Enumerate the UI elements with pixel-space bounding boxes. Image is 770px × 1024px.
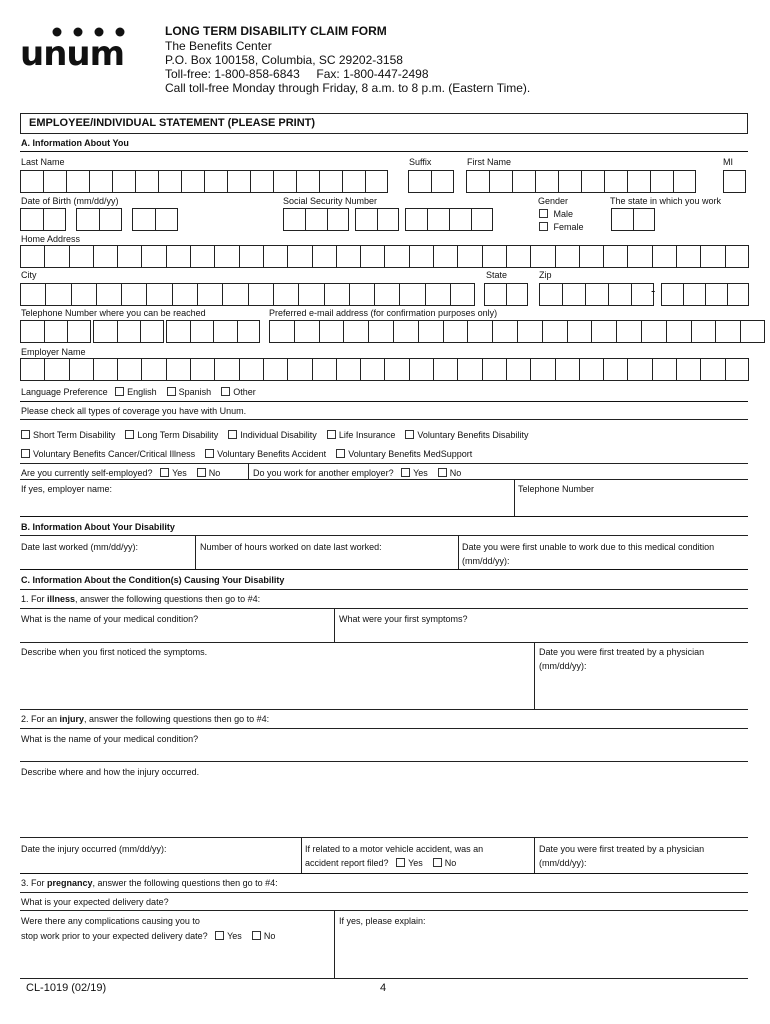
q2-prefix: 2. For an [21, 714, 60, 724]
gender-label: Gender [538, 196, 569, 206]
motor-vehicle-row [305, 858, 456, 869]
divider [20, 151, 748, 152]
dob-day-field[interactable] [76, 208, 122, 231]
divider [458, 535, 459, 569]
coverage-label: Voluntary Benefits Accident [217, 449, 327, 459]
another-employer-yes-checkbox[interactable] [401, 468, 410, 477]
state-label: State [486, 270, 508, 280]
language-label: Language Preference [21, 387, 108, 397]
q1-suffix: , answer the following questions then go to #4: [75, 594, 261, 604]
coverage-prompt: Please check all types of coverage you have with Unum. [21, 406, 247, 416]
q3-suffix: , answer the following questions then go to #4: [92, 878, 278, 888]
telephone-prefix-field[interactable] [93, 320, 164, 343]
ssn-label: Social Security Number [283, 196, 378, 206]
zip-extension-field[interactable] [661, 283, 749, 306]
dob-year-field[interactable] [132, 208, 178, 231]
employer-name-field[interactable] [20, 358, 749, 381]
treated-2-label-2: (mm/dd/yy): [539, 858, 587, 868]
header-line-4: Call toll-free Monday through Friday, 8 a.m. to 8 p.m. (Eastern Time). [165, 81, 531, 95]
first-name-field[interactable] [466, 170, 696, 193]
other-employer-name-input[interactable] [130, 482, 510, 512]
motor-vehicle-label-2: accident report filed? [305, 858, 389, 868]
employer-name-label: Employer Name [21, 347, 86, 357]
suffix-label: Suffix [409, 157, 432, 167]
header-line-2: P.O. Box 100158, Columbia, SC 29202-3158 [165, 53, 403, 67]
self-employed-yes-checkbox[interactable] [160, 468, 169, 477]
other-label: Other [233, 387, 256, 397]
first-unable-label-2: (mm/dd/yy): [462, 556, 510, 566]
state-work-label: The state in which you work [610, 196, 722, 206]
divider [20, 642, 748, 643]
spanish-checkbox[interactable] [167, 387, 176, 396]
delivery-date-label: What is your expected delivery date? [21, 897, 169, 907]
divider [20, 419, 748, 420]
coverage-row-1 [21, 430, 528, 441]
divider [20, 463, 748, 464]
hours-worked-label: Number of hours worked on date last worked: [200, 542, 382, 552]
first-unable-label-1: Date you were first unable to work due to this medical condition [462, 542, 715, 552]
divider [20, 910, 748, 911]
q1-keyword: illness [47, 594, 76, 604]
voluntary-medsupport-checkbox[interactable] [336, 449, 345, 458]
dob-month-field[interactable] [20, 208, 66, 231]
q1-prefix: 1. For [21, 594, 48, 604]
long-term-disability-checkbox[interactable] [125, 430, 134, 439]
telephone-label: Telephone Number where you can be reached [21, 308, 206, 318]
complications-label-2: stop work prior to your expected delivery date? [21, 931, 208, 941]
coverage-label: Life Insurance [338, 430, 396, 440]
statement-title-box [20, 113, 748, 134]
explain-label: If yes, please explain: [339, 916, 426, 926]
divider [20, 728, 748, 729]
ssn-part1-field[interactable] [283, 208, 349, 231]
mi-field[interactable] [723, 170, 746, 193]
injury-description-label: Describe where and how the injury occurred. [21, 767, 200, 777]
ssn-part2-field[interactable] [355, 208, 399, 231]
divider [20, 761, 748, 762]
medical-condition-2-label: What is the name of your medical condition? [21, 734, 199, 744]
coverage-label: Voluntary Benefits Cancer/Critical Illness [33, 449, 196, 459]
divider [20, 516, 748, 517]
city-label: City [21, 270, 37, 280]
divider [20, 569, 748, 570]
individual-disability-checkbox[interactable] [228, 430, 237, 439]
section-a-title: A. Information About You [21, 138, 129, 148]
divider [20, 589, 748, 590]
no-label: No [449, 468, 462, 478]
zip-dash: - [651, 283, 656, 298]
voluntary-disability-checkbox[interactable] [405, 430, 414, 439]
medical-condition-label: What is the name of your medical condition? [21, 614, 199, 624]
complications-label-1: Were there any complications causing you to [21, 916, 200, 926]
state-work-field[interactable] [611, 208, 655, 231]
other-employer-phone-input[interactable] [518, 497, 746, 514]
female-checkbox[interactable] [539, 222, 548, 231]
suffix-field[interactable] [408, 170, 454, 193]
yes-label: Yes [413, 468, 428, 478]
zip-label: Zip [539, 270, 552, 280]
male-checkbox[interactable] [539, 209, 548, 218]
short-term-disability-checkbox[interactable] [21, 430, 30, 439]
divider [20, 873, 748, 874]
header-line-3: Toll-free: 1-800-858-6843 Fax: 1-800-447-2498 [165, 67, 429, 81]
statement-title: EMPLOYEE/INDIVIDUAL STATEMENT (PLEASE PRINT) [29, 117, 316, 129]
mi-label: MI [723, 157, 733, 167]
form-title: LONG TERM DISABILITY CLAIM FORM [165, 24, 387, 38]
home-address-label: Home Address [21, 234, 81, 244]
gender-male-option[interactable] [539, 209, 573, 220]
coverage-label: Long Term Disability [137, 430, 219, 440]
spanish-label: Spanish [178, 387, 212, 397]
unum-logo [20, 24, 145, 70]
coverage-label: Individual Disability [240, 430, 317, 440]
another-employer-label: Do you work for another employer? [253, 468, 394, 478]
telephone-line-field[interactable] [166, 320, 260, 343]
last-name-field[interactable] [20, 170, 388, 193]
question-2-heading [21, 714, 269, 725]
question-3-heading [21, 878, 278, 889]
divider [20, 479, 748, 480]
no-label: No [208, 468, 221, 478]
date-last-worked-label: Date last worked (mm/dd/yy): [21, 542, 139, 552]
first-symptoms-label: What were your first symptoms? [339, 614, 468, 624]
coverage-label: Voluntary Benefits MedSupport [348, 449, 473, 459]
city-field[interactable] [20, 283, 475, 306]
yes-label: Yes [408, 858, 423, 868]
divider [195, 535, 196, 569]
zip-field[interactable] [539, 283, 654, 306]
ssn-part3-field[interactable] [405, 208, 493, 231]
first-treated-label-2: (mm/dd/yy): [539, 661, 587, 671]
voluntary-cancer-checkbox[interactable] [21, 449, 30, 458]
q3-keyword: pregnancy [47, 878, 93, 888]
divider [20, 837, 748, 838]
divider [20, 978, 748, 979]
q3-prefix: 3. For [21, 878, 48, 888]
divider [20, 401, 748, 402]
voluntary-accident-checkbox[interactable] [205, 449, 214, 458]
dob-label: Date of Birth (mm/dd/yy) [21, 196, 119, 206]
last-name-label: Last Name [21, 157, 65, 167]
form-code: CL-1019 (02/19) [26, 982, 107, 994]
male-label: Male [553, 209, 574, 219]
coverage-label: Short Term Disability [33, 430, 116, 440]
telephone-number-label: Telephone Number [518, 484, 595, 494]
yes-label: Yes [227, 931, 242, 941]
life-insurance-checkbox[interactable] [327, 430, 336, 439]
accident-report-no-checkbox[interactable] [433, 858, 442, 867]
no-label: No [444, 858, 457, 868]
english-label: English [127, 387, 157, 397]
divider [20, 892, 748, 893]
if-yes-employer-label: If yes, employer name: [21, 484, 113, 494]
language-row [21, 387, 256, 398]
q2-keyword: injury [59, 714, 85, 724]
coverage-row-2 [21, 449, 472, 460]
section-b-title: B. Information About Your Disability [21, 522, 175, 532]
english-checkbox[interactable] [115, 387, 124, 396]
home-address-field[interactable] [20, 245, 749, 268]
section-c-title: C. Information About the Condition(s) Causing Your Disability [21, 575, 285, 585]
treated-2-label-1: Date you were first treated by a physician [539, 844, 705, 854]
logo-wordmark: unum [20, 34, 125, 70]
injury-date-label: Date the injury occurred (mm/dd/yy): [21, 844, 167, 854]
coverage-label: Voluntary Benefits Disability [417, 430, 529, 440]
no-label: No [263, 931, 276, 941]
divider [334, 910, 335, 978]
accident-report-yes-checkbox[interactable] [396, 858, 405, 867]
first-name-label: First Name [467, 157, 512, 167]
self-employed-row [21, 468, 220, 479]
self-employed-label: Are you currently self-employed? [21, 468, 153, 478]
another-employer-no-checkbox[interactable] [438, 468, 447, 477]
self-employed-no-checkbox[interactable] [197, 468, 206, 477]
divider [248, 463, 249, 479]
complications-row [21, 931, 275, 942]
noticed-symptoms-label: Describe when you first noticed the symptoms. [21, 647, 208, 657]
telephone-area-field[interactable] [20, 320, 91, 343]
divider [514, 479, 515, 516]
state-field[interactable] [484, 283, 528, 306]
divider [301, 837, 302, 873]
email-label: Preferred e-mail address (for confirmation purposes only) [269, 308, 498, 318]
divider [334, 608, 335, 642]
divider [20, 535, 748, 536]
complications-no-checkbox[interactable] [252, 931, 261, 940]
complications-yes-checkbox[interactable] [215, 931, 224, 940]
divider [534, 837, 535, 873]
first-treated-label-1: Date you were first treated by a physician [539, 647, 705, 657]
page-number: 4 [380, 982, 387, 994]
gender-female-option[interactable] [539, 222, 584, 233]
divider [20, 709, 748, 710]
question-1-heading [21, 594, 260, 605]
motor-vehicle-label-1: If related to a motor vehicle accident, was an [305, 844, 484, 854]
yes-label: Yes [172, 468, 187, 478]
female-label: Female [553, 222, 584, 232]
q2-suffix: , answer the following questions then go to #4: [84, 714, 270, 724]
divider [534, 642, 535, 709]
email-field[interactable] [269, 320, 765, 343]
divider [20, 608, 748, 609]
other-checkbox[interactable] [221, 387, 230, 396]
header-line-1: The Benefits Center [165, 39, 272, 53]
another-employer-row [253, 468, 461, 479]
